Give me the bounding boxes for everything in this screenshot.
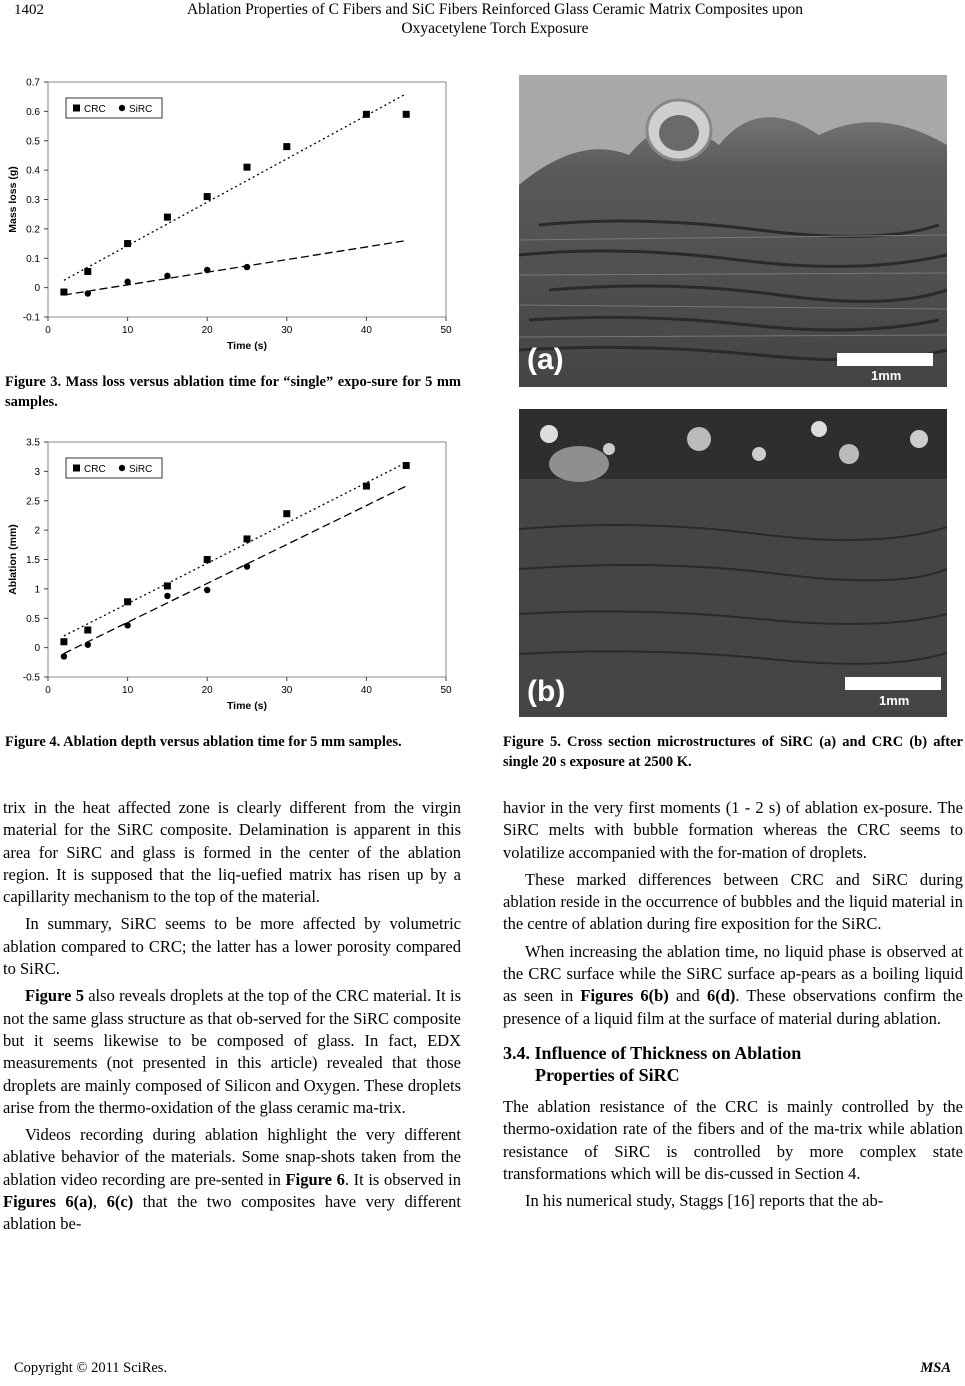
data-point-crc: [403, 462, 410, 469]
x-tick-label: 40: [360, 685, 372, 696]
y-tick-label: 1: [34, 584, 40, 596]
running-title-line2: Oxyacetylene Torch Exposure: [401, 20, 589, 37]
data-point-sirc: [61, 653, 67, 659]
left-paragraph-3-text: also reveals droplets at the top of the CRC material. It is not the same glass structure as that ob-served for the SiRC composite but it seems likewise to be composed of glass. In fact, EDX measurements (not presented in this article) revealed that those droplets are mainly composed of Silicon and Oxygen. These droplets arise from the thermo-oxidation of the glass ceramic ma-trix.: [3, 986, 461, 1117]
data-point-crc: [60, 638, 67, 645]
y-tick-label: 0.1: [26, 253, 40, 265]
data-point-sirc: [204, 267, 210, 273]
data-point-sirc: [124, 622, 130, 628]
y-tick-label: 0.6: [26, 106, 40, 118]
x-tick-label: 20: [201, 325, 213, 336]
y-tick-label: 2: [34, 525, 40, 537]
figure3-caption: Figure 3. Mass loss versus ablation time for “single” expo-sure for 5 mm samples.: [5, 374, 461, 410]
micrograph-b-image: [519, 409, 947, 717]
y-tick-label: 0: [34, 643, 40, 655]
data-point-crc: [124, 240, 131, 247]
ablation-depth-chart: [4, 434, 462, 724]
left-paragraph-4: [3, 1124, 461, 1235]
data-point-sirc: [85, 290, 91, 296]
data-point-crc: [283, 143, 290, 150]
data-point-crc: [84, 268, 91, 275]
micrograph-a-label: (a): [527, 343, 564, 376]
journal-abbrev: MSA: [920, 1360, 951, 1376]
y-tick-label: 3: [34, 466, 40, 478]
data-point-sirc: [85, 641, 91, 647]
micrograph-a-scale-bar: [837, 353, 933, 366]
x-tick-label: 10: [122, 685, 134, 696]
left-paragraph-4-text-e: that the two composites have very different ablation be-: [3, 1192, 462, 1234]
trend-line-crc: [64, 463, 406, 636]
data-point-crc: [283, 510, 290, 517]
data-point-crc: [84, 627, 91, 634]
figure6c-ref: 6(c): [106, 1192, 134, 1212]
y-axis-label: Mass loss (g): [7, 166, 19, 233]
x-axis-label: Time (s): [226, 700, 268, 712]
x-tick-label: 20: [201, 685, 213, 696]
legend-marker-crc: [73, 465, 80, 472]
right-paragraph-4: The ablation resistance of the CRC is mainly controlled by the thermo-oxidation rate of the fibers and of the ma-trix while ablation resistance of SiRC is controlled by more complex state transformations which will be dis-cussed in Section 4.: [503, 1096, 963, 1183]
data-point-crc: [363, 111, 370, 118]
y-tick-label: 0.3: [26, 195, 40, 206]
legend-label-crc: CRC: [84, 104, 106, 115]
y-axis-label: Ablation (mm): [7, 524, 19, 595]
data-point-crc: [244, 164, 251, 171]
left-paragraph-1: trix in the heat affected zone is clearly different from the virgin material for the SiRC composite. Delamination is apparent in this area for SiRC and glass is formed in the center of the ablation region. It is supposed that the liq-uefied matrix has risen up by a capillarity mechanism to the top of the material.: [3, 798, 461, 907]
figure6a-ref: Figures 6(a): [3, 1192, 93, 1212]
right-paragraph-1: havior in the very first moments (1 - 2 s) of ablation ex-posure. The SiRC melts with bubble formation whereas the CRC seems to volatilize accompanied with the for-mation of droplets.: [503, 798, 963, 862]
y-tick-label: -0.1: [22, 312, 40, 324]
data-point-crc: [403, 111, 410, 118]
running-title-line1: Ablation Properties of C Fibers and SiC Fibers Reinforced Glass Ceramic Matrix Composites upon: [186, 1, 804, 18]
figure6-ref: Figure 6: [285, 1169, 345, 1189]
legend-marker-crc: [73, 105, 80, 112]
left-paragraph-2: In summary, SiRC seems to be more affected by volumetric ablation compared to CRC; the latter has a lower porosity compared to SiRC.: [3, 914, 461, 979]
y-tick-label: 0.5: [26, 613, 40, 625]
trend-line-crc: [64, 94, 406, 281]
y-tick-label: 0: [34, 283, 40, 295]
data-point-sirc: [61, 289, 67, 295]
micrograph-b: [519, 409, 947, 717]
right-paragraph-3-text-a: When increasing the ablation time, no liquid phase is observed at the CRC surface while the SiRC surface ap-pears as a boiling liquid as seen in: [503, 941, 963, 1006]
figure5-ref: Figure 5: [25, 986, 84, 1006]
y-tick-label: 0.4: [26, 165, 40, 177]
figure6b-ref: Figures 6(b): [580, 986, 669, 1006]
data-point-crc: [164, 214, 171, 221]
right-paragraph-3-text-d: . These observations confirm the presence of a liquid film at the surface of material during ablation.: [503, 986, 964, 1028]
legend: [66, 458, 162, 478]
legend: [66, 98, 162, 118]
data-point-sirc: [124, 279, 130, 285]
section-heading-line1: 3.4. Influence of Thickness on Ablation: [503, 1042, 802, 1063]
data-point-sirc: [164, 593, 170, 599]
x-tick-label: 30: [281, 685, 293, 696]
data-point-sirc: [244, 264, 250, 270]
x-tick-label: 40: [360, 325, 372, 336]
micrograph-a-scale-label: 1mm: [871, 368, 902, 383]
x-tick-label: 50: [440, 685, 452, 696]
data-point-crc: [363, 483, 370, 490]
right-paragraph-3-text-c: and: [668, 986, 707, 1006]
legend-label-sirc: SiRC: [129, 464, 153, 475]
legend-label-sirc: SiRC: [129, 104, 153, 115]
y-tick-label: -0.5: [22, 672, 40, 684]
figure4-caption: Figure 4. Ablation depth versus ablation time for 5 mm samples.: [5, 734, 402, 750]
micrograph-a: [519, 75, 947, 387]
trend-line-sirc: [64, 241, 406, 295]
mass-loss-chart: [4, 74, 462, 364]
data-point-sirc: [164, 273, 170, 279]
legend-label-crc: CRC: [84, 464, 106, 475]
y-tick-label: 0.2: [26, 224, 40, 236]
data-point-sirc: [244, 563, 250, 569]
x-tick-label: 30: [281, 325, 293, 336]
figure5-caption: Figure 5. Cross section microstructures of SiRC (a) and CRC (b) after single 20 s exposure at 2500 K.: [503, 734, 963, 770]
left-paragraph-3: [3, 985, 461, 1119]
micrograph-b-scale-bar: [845, 677, 941, 690]
left-paragraph-4-text-d: ,: [92, 1192, 107, 1212]
y-tick-label: 3.5: [26, 437, 40, 449]
data-point-crc: [164, 582, 171, 589]
data-point-crc: [244, 535, 251, 542]
x-tick-label: 0: [45, 685, 51, 696]
micrograph-a-image: [519, 75, 947, 387]
figure6d-ref: 6(d): [706, 986, 736, 1006]
data-point-sirc: [204, 587, 210, 593]
x-tick-label: 0: [45, 325, 51, 336]
legend-marker-sirc: [119, 465, 125, 471]
left-column-text: [3, 797, 461, 1236]
section-heading: [503, 1042, 963, 1086]
right-paragraph-2: These marked differences between CRC and SiRC during ablation reside in the occurrence of bubbles and the liquid material in the centre of ablation during fire exposition for the SiRC.: [503, 869, 963, 934]
x-axis-label: Time (s): [226, 340, 268, 352]
left-paragraph-4-text-c: . It is observed in: [344, 1169, 461, 1189]
x-tick-label: 50: [440, 325, 452, 336]
y-tick-label: 1.5: [26, 555, 40, 566]
right-paragraph-5: In his numerical study, Staggs [16] reports that the ab-: [525, 1191, 884, 1211]
data-point-crc: [124, 598, 131, 605]
section-heading-line2: Properties of SiRC: [535, 1064, 680, 1085]
running-title: [160, 0, 830, 38]
micrograph-b-label: (b): [527, 675, 566, 708]
y-tick-label: 2.5: [26, 496, 40, 508]
data-point-crc: [204, 556, 211, 563]
left-paragraph-4-text-a: Videos recording during ablation highlight the very different ablative behavior of the materials. Some snap-shots taken from the ablation video recording are pre-sented in: [3, 1125, 461, 1189]
legend-marker-sirc: [119, 105, 125, 111]
trend-line-sirc: [64, 486, 406, 653]
x-tick-label: 10: [122, 325, 134, 336]
copyright: Copyright © 2011 SciRes.: [14, 1360, 168, 1376]
right-column-text: [503, 797, 963, 1212]
y-tick-label: 0.5: [26, 136, 40, 148]
data-point-crc: [204, 193, 211, 200]
right-paragraph-3: [503, 941, 963, 1030]
page-number: 1402: [14, 2, 44, 18]
y-tick-label: 0.7: [26, 77, 40, 89]
micrograph-b-scale-label: 1mm: [879, 693, 910, 708]
